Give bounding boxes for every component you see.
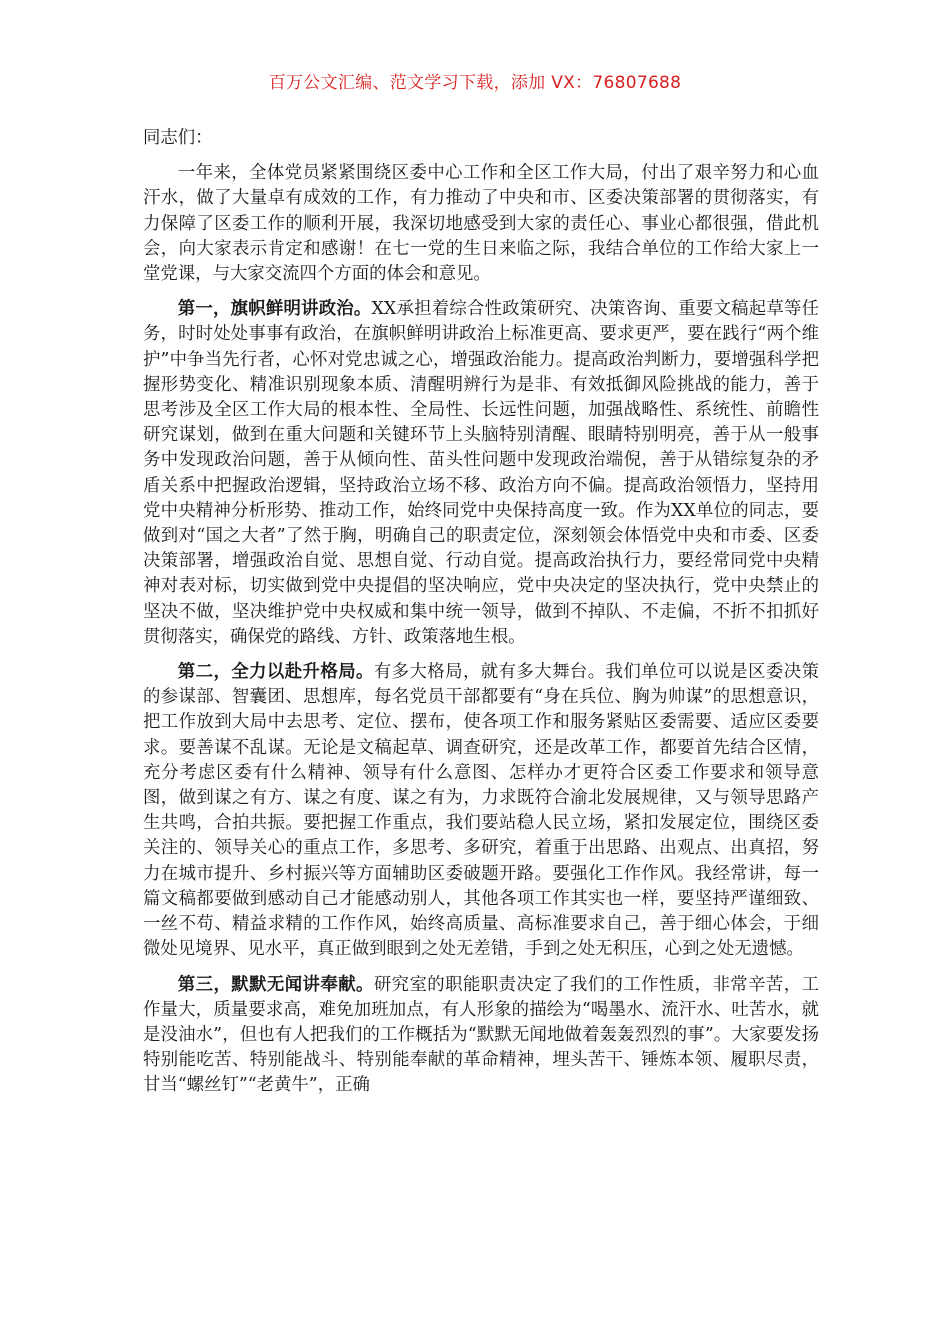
paragraph-first-politics bbox=[143, 297, 819, 650]
document-body bbox=[143, 126, 819, 1109]
paragraph-second-title: 第二，全力以赴升格局。 bbox=[177, 662, 374, 683]
paragraph-third-dedication bbox=[143, 973, 819, 1099]
paragraph-first-title: 第一，旗帜鲜明讲政治。 bbox=[177, 299, 372, 320]
paragraph-third-title: 第三，默默无闻讲奉献。 bbox=[177, 974, 374, 995]
paragraph-third-body: 研究室的职能职责决定了我们的工作性质，非常辛苦，工作量大，质量要求高，难免加班加点，有人形象的描绘为“喝墨水、流汗水、吐苦水，就是没油水”，但也有人把我们的工作概括为“默默无闻地做着轰轰烈烈的事”。大家要发扬特别能吃苦、特别能战斗、特别能奉献的革命精神，埋头苦干、锤炼本领、履职尽责，甘当“螺丝钉”“老黄牛”，正确 bbox=[143, 974, 819, 1096]
paragraph-first-body: XX承担着综合性政策研究、决策咨询、重要文稿起草等任务，时时处处事事有政治，在旗帜鲜明讲政治上标准更高、要求更严，要在践行“两个维护”中争当先行者，心怀对党忠诚之心，增强政治能力。提高政治判断力，要增强科学把握形势变化、精准识别现象本质、清醒明辨行为是非、有效抵御风险挑战的能力，善于思考涉及全区工作大局的根本性、全局性、长远性问题，加强战略性、系统性、前瞻性研究谋划，做到在重大问题和关键环节上头脑特别清醒、眼睛特别明亮，善于从一般事务中发现政治问题，善于从倾向性、苗头性问题中发现政治端倪，善于从错综复杂的矛盾关系中把握政治逻辑，坚持政治立场不移、政治方向不偏。提高政治领悟力，坚持用党中央精神分析形势、推动工作，始终同党中央保持高度一致。作为XX单位的同志，要做到对“国之大者”了然于胸，明确自己的职责定位，深刻领会体悟党中央和市委、区委决策部署，增强政治自觉、思想自觉、行动自觉。提高政治执行力，要经常同党中央精神对表对标，切实做到党中央提倡的坚决响应，党中央决定的坚决执行，党中央禁止的坚决不做，坚决维护党中央权威和集中统一领导，做到不掉队、不走偏，不折不扣抓好贯彻落实，确保党的路线、方针、政策落地生根。 bbox=[143, 299, 819, 647]
paragraph-intro bbox=[143, 161, 819, 287]
paragraph-intro-body: 一年来，全体党员紧紧围绕区委中心工作和全区工作大局，付出了艰辛努力和心血汗水，做了大量卓有成效的工作，有力推动了中央和市、区委决策部署的贯彻落实，有力保障了区委工作的顺利开展，我深切地感受到大家的责任心、事业心都很强，借此机会，向大家表示肯定和感谢！在七一党的生日来临之际，我结合单位的工作给大家上一堂党课，与大家交流四个方面的体会和意见。 bbox=[143, 163, 819, 285]
paragraph-second-vision bbox=[143, 660, 819, 962]
salutation: 同志们： bbox=[143, 128, 213, 148]
header-banner: 百万公文汇编、范文学习下载，添加 VX：76807688 bbox=[268, 73, 682, 93]
paragraph-second-body: 有多大格局，就有多大舞台。我们单位可以说是区委决策的参谋部、智囊团、思想库，每名党员干部都要有“身在兵位、胸为帅谋”的思想意识，把工作放到大局中去思考、定位、摆布，使各项工作和服务紧贴区委需要、适应区委要求。要善谋不乱谋。无论是文稿起草、调查研究，还是改革工作，都要首先结合区情，充分考虑区委有什么精神、领导有什么意图、怎样办才更符合区委工作要求和领导意图，做到谋之有方、谋之有度、谋之有为，力求既符合渝北发展规律，又与领导思路产生共鸣，合拍共振。要把握工作重点，我们要站稳人民立场，紧扣发展定位，围绕区委关注的、领导关心的重点工作，多思考、多研究，着重于出思路、出观点、出真招，努力在城市提升、乡村振兴等方面辅助区委破题开路。要强化工作作风。我经常讲，每一篇文稿都要做到感动自己才能感动别人，其他各项工作其实也一样，要坚持严谨细致、一丝不苟、精益求精的工作作风，始终高质量、高标准要求自己，善于细心体会，于细微处见境界、见水平，真正做到眼到之处无差错，手到之处无积压，心到之处无遗憾。 bbox=[143, 662, 819, 960]
